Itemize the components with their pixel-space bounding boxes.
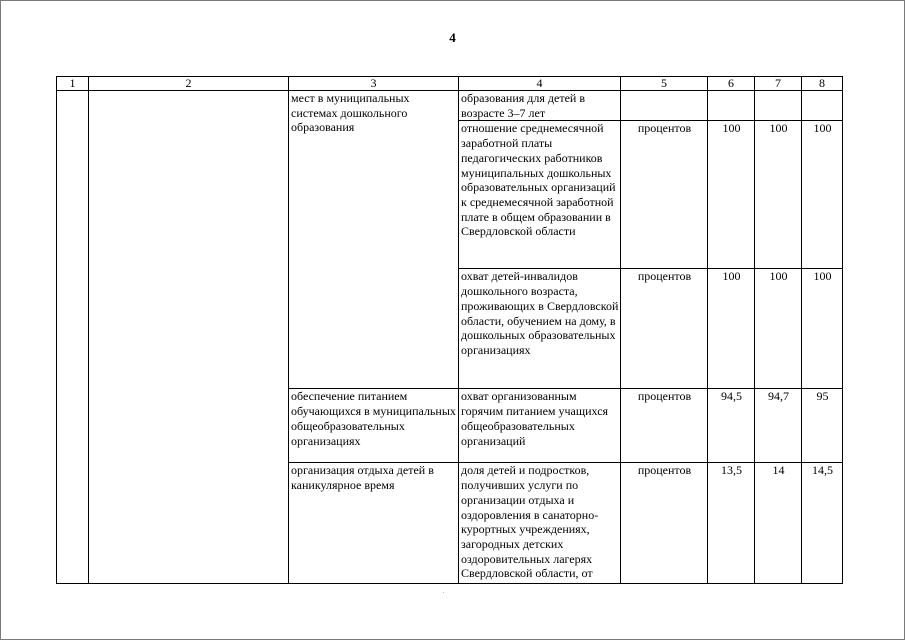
activity-cell: обеспечение питанием обучающихся в муниципальных общеобразовательных организациях <box>289 389 459 463</box>
column-number: 7 <box>755 77 802 91</box>
column-number: 2 <box>89 77 289 91</box>
indicator-cell: охват организованным горячим питанием учащихся общеобразовательных организаций <box>459 389 621 463</box>
value-cell: 13,5 <box>708 463 755 584</box>
value-cell <box>755 91 802 121</box>
unit-cell: процентов <box>621 463 708 584</box>
value-cell: 100 <box>755 121 802 269</box>
column-number: 3 <box>289 77 459 91</box>
value-cell <box>802 91 843 121</box>
unit-cell: процентов <box>621 121 708 269</box>
activity-cell: мест в муниципальных системах дошкольного образования <box>289 91 459 389</box>
value-cell: 100 <box>802 121 843 269</box>
indicator-cell: доля детей и подростков, получивших услуги по организации отдыха и оздоровления в санаторно-курортных учреждениях, загородных детских оздоровительных лагерях Свердловской области, от <box>459 463 621 584</box>
column-number: 1 <box>57 77 89 91</box>
value-cell: 100 <box>802 269 843 389</box>
scan-speck <box>443 592 444 593</box>
row-number-cell <box>57 91 89 584</box>
value-cell: 14 <box>755 463 802 584</box>
task-cell <box>89 91 289 584</box>
value-cell: 95 <box>802 389 843 463</box>
unit-cell <box>621 91 708 121</box>
page-number: 4 <box>449 30 456 45</box>
value-cell <box>708 91 755 121</box>
indicator-cell: охват детей-инвалидов дошкольного возраста, проживающих в Свердловской области, обучением на дому, в дошкольных образовательных организациях <box>459 269 621 389</box>
unit-cell: процентов <box>621 269 708 389</box>
unit-cell: процентов <box>621 389 708 463</box>
value-cell: 100 <box>755 269 802 389</box>
value-cell: 100 <box>708 269 755 389</box>
column-number: 4 <box>459 77 621 91</box>
column-number: 6 <box>708 77 755 91</box>
indicators-table <box>56 76 843 584</box>
indicator-cell: отношение среднемесячной заработной платы педагогических работников муниципальных дошкольных образовательных организаций к среднемесячной заработной плате в общем образовании в Свердловской области <box>459 121 621 269</box>
table-row <box>57 91 843 121</box>
value-cell: 94,7 <box>755 389 802 463</box>
activity-cell: организация отдыха детей в каникулярное время <box>289 463 459 584</box>
column-number-row <box>57 77 843 91</box>
indicator-cell: образования для детей в возрасте 3–7 лет <box>459 91 621 121</box>
value-cell: 14,5 <box>802 463 843 584</box>
value-cell: 94,5 <box>708 389 755 463</box>
column-number: 5 <box>621 77 708 91</box>
column-number: 8 <box>802 77 843 91</box>
value-cell: 100 <box>708 121 755 269</box>
